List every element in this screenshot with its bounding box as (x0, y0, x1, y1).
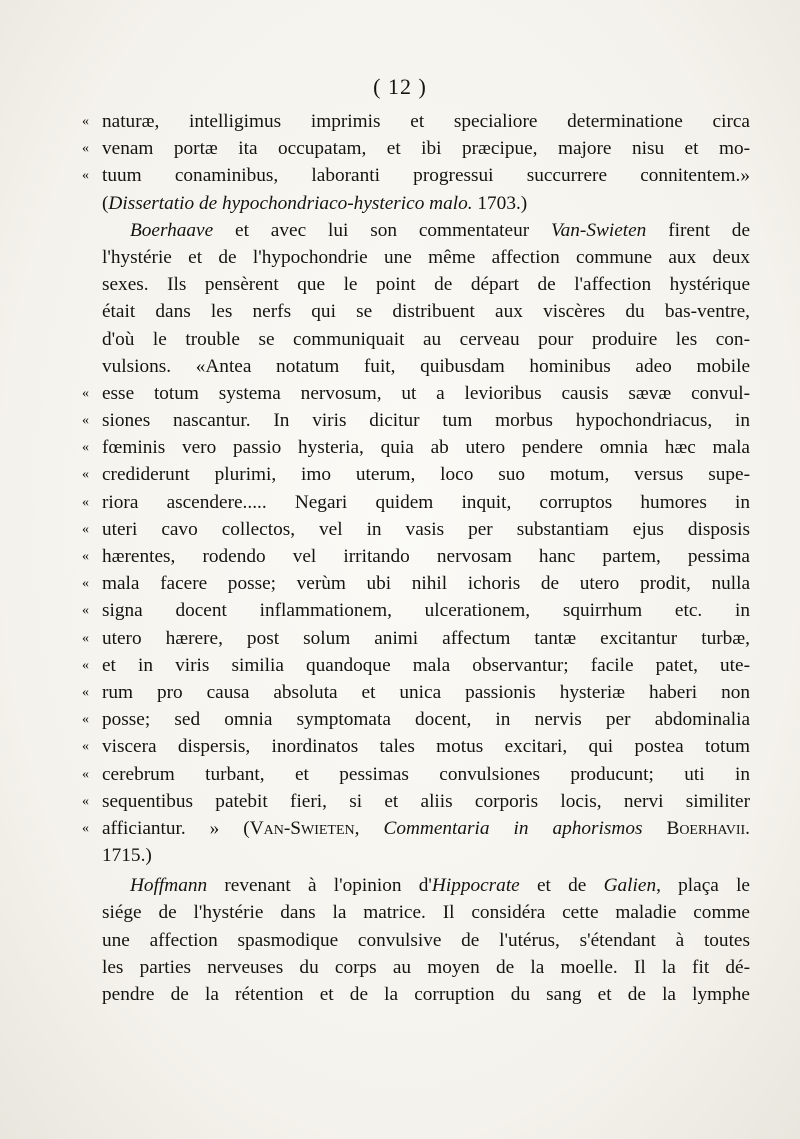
text-run: crediderunt plurimi, imo uterum, loco suo motum, versus supe- (102, 464, 750, 486)
quote-mark: « (82, 820, 89, 836)
italic-text: Boerhaave (130, 219, 214, 241)
text-line (82, 516, 750, 543)
text-run: afficiantur. » ( (102, 817, 250, 839)
text-line (102, 899, 750, 926)
text-run: vulsions. «Antea notatum fuit, quibusdam hominibus adeo mobile (102, 355, 750, 377)
text-run: et avec lui son commentateur (213, 219, 551, 241)
text-run: naturæ, intelligimus imprimis et specialiore determinatione circa (102, 111, 750, 132)
text-line (102, 981, 750, 1008)
quote-mark: « (82, 440, 89, 456)
italic-text: Dissertatio de hypochondriaco-hysterico malo. (108, 192, 473, 214)
italic-text: Commentaria in aphorismos (383, 817, 643, 839)
italic-text: Hoffmann (130, 875, 208, 897)
quote-mark: « (82, 549, 89, 564)
quote-mark: « (82, 114, 89, 129)
text-line (82, 706, 750, 733)
text-run: 1703.) (472, 192, 528, 214)
text-run: tuum conaminibus, laboranti progressui succurrere connitentem.» (102, 165, 750, 187)
text-run: une affection spasmodique convulsive de l'utérus, s'étendant à toutes (102, 929, 750, 951)
body-text (82, 108, 751, 1008)
text-run: fœminis vero passio hysteria, quia ab utero pendere omnia hæc mala (102, 437, 750, 459)
text-run: était dans les nerfs qui se distribuent aux viscères du bas-ventre, (102, 301, 750, 323)
italic-text: Van-Swieten (551, 219, 647, 241)
quote-mark: « (82, 712, 89, 728)
text-run: siége de l'hystérie dans la matrice. Il considéra cette maladie comme (102, 902, 750, 924)
text-line (82, 570, 750, 597)
text-line (82, 489, 750, 516)
text-run: , plaça le (656, 875, 750, 897)
quote-mark: « (82, 521, 89, 537)
text-line (102, 954, 750, 981)
text-run: cerebrum turbant, et pessimas convulsiones producunt; uti in (102, 763, 750, 785)
text-line (102, 872, 750, 899)
text-run: siones nascantur. In viris dicitur tum morbus hypochondriacus, in (102, 410, 750, 432)
text-line (82, 597, 750, 624)
text-run: firent de (646, 219, 751, 241)
text-run (642, 818, 666, 839)
text-run: signa docent inflammationem, ulcerationem, squirrhum etc. in (102, 600, 750, 622)
text-run: utero hærere, post solum animi affectum tantæ excitantur turbæ, (102, 627, 750, 649)
quote-mark: « (82, 630, 89, 646)
text-run: d'où le trouble se communiquait au cerveau pour produire les con- (102, 328, 750, 350)
quote-mark: « (82, 793, 89, 809)
italic-text: Galien (603, 875, 657, 897)
text-line (102, 353, 750, 380)
text-run: sequentibus patebit fieri, si et aliis corporis locis, nervi similiter (102, 790, 750, 812)
text-run: , (354, 817, 384, 839)
text-run: posse; sed omnia symptomata docent, in nervis per abdominalia (102, 709, 750, 731)
quote-mark: « (82, 385, 89, 401)
quote-mark: « (82, 657, 89, 673)
text-run: et de (519, 875, 604, 897)
text-line (102, 326, 750, 353)
text-line (102, 217, 750, 244)
text-line (102, 842, 750, 869)
text-line (82, 461, 750, 488)
text-run: hærentes, rodendo vel irritando nervosam hanc partem, pessima (102, 546, 750, 567)
text-line (82, 407, 750, 434)
page-number: ( 12 ) (373, 74, 427, 99)
text-run: 1715.) (102, 845, 152, 867)
text-line (82, 135, 750, 162)
text-run: et in viris similia quandoque mala observantur; facile patet, ute- (102, 654, 750, 676)
text-run: venam portæ ita occupatam, et ibi præcipue, majore nisu et mo- (102, 138, 750, 160)
text-line (82, 815, 750, 842)
text-line (82, 543, 750, 570)
quote-mark: « (82, 494, 89, 510)
text-line (82, 434, 750, 461)
text-run: revenant à l'opinion d' (207, 875, 432, 897)
quote-mark: « (82, 603, 89, 619)
quote-mark: « (82, 467, 89, 483)
quote-mark: « (82, 766, 89, 782)
text-line (82, 625, 750, 652)
text-line (102, 190, 750, 217)
text-run: les parties nerveuses du corps au moyen de la moelle. Il la fit dé- (102, 956, 750, 978)
text-line (82, 733, 750, 760)
text-run: rum pro causa absoluta et unica passionis hysteriæ haberi non (102, 681, 750, 703)
text-run: viscera dispersis, inordinatos tales motus excitari, qui postea totum (102, 736, 750, 758)
text-run: riora ascendere..... Negari quidem inquit, corruptos humores in (102, 491, 750, 513)
text-run: sexes. Ils pensèrent que le point de départ de l'affection hystérique (102, 274, 750, 296)
italic-text: Hippocrate (431, 875, 520, 897)
text-line (82, 679, 750, 706)
text-run: esse totum systema nervosum, ut a levioribus causis sævæ convul- (102, 382, 750, 404)
quote-mark: « (82, 141, 89, 157)
text-line (82, 761, 750, 788)
text-line (102, 271, 750, 298)
text-run: l'hystérie et de l'hypochondrie une même affection commune aux deux (102, 246, 750, 268)
text-line (82, 788, 750, 815)
quote-mark: « (82, 413, 89, 429)
text-line (102, 244, 750, 271)
text-line (102, 927, 750, 954)
quote-mark: « (82, 739, 89, 755)
text-run: mala facere posse; verùm ubi nihil ichoris de utero prodit, nulla (102, 573, 750, 595)
text-run: pendre de la rétention et de la corruption du sang et de la lymphe (102, 984, 750, 1005)
text-run: uteri cavo collectos, vel in vasis per substantiam ejus disposis (102, 518, 750, 540)
text-line (82, 380, 750, 407)
text-line (82, 108, 750, 135)
text-run: ( (102, 192, 109, 214)
small-caps-text: Boerhavii. (666, 817, 750, 839)
quote-mark: « (82, 684, 89, 700)
text-line (82, 162, 750, 189)
text-line (102, 298, 750, 325)
quote-mark: « (82, 168, 89, 184)
text-line (82, 652, 750, 679)
small-caps-text: Van-Swieten (249, 817, 355, 839)
quote-mark: « (82, 576, 89, 592)
